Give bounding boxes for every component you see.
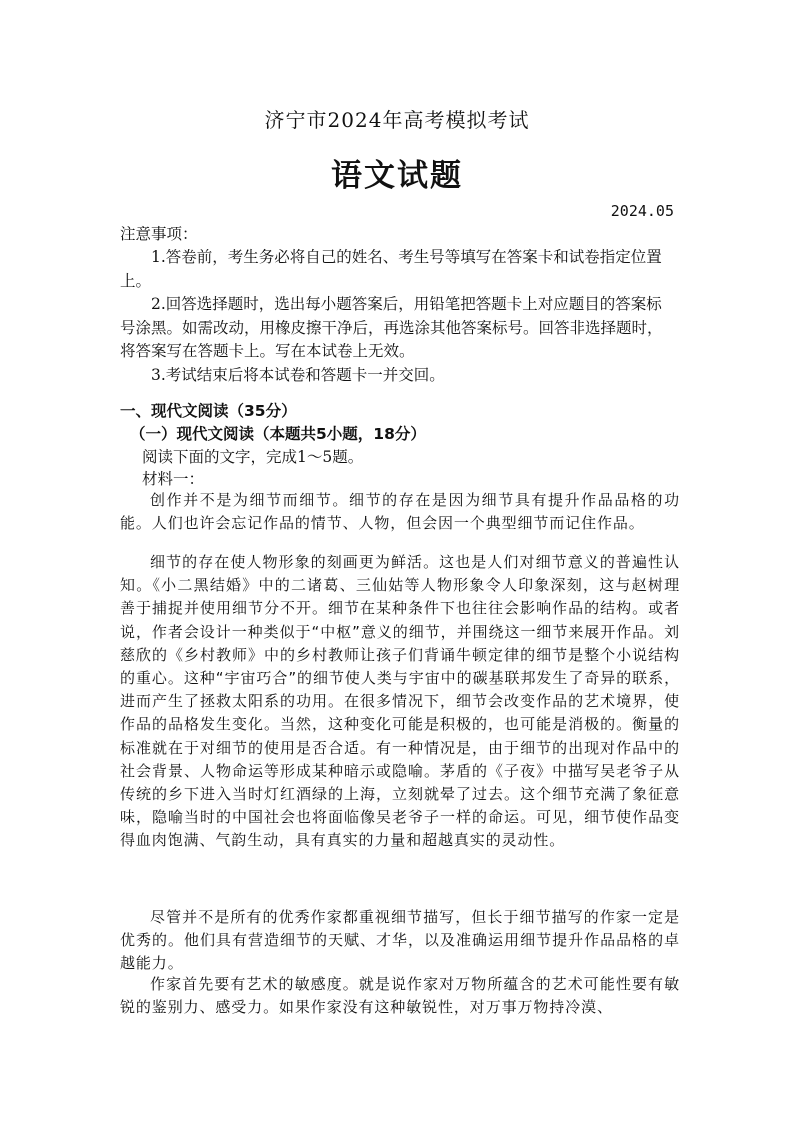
material-label: 材料一： (142, 470, 205, 488)
paragraph-text: 创作并不是为细节而细节。细节的存在是因为细节具有提升作品品格的功能。人们也许会忘记作品的情节、人物，但会因一个典型细节而记住作品。 (120, 491, 680, 533)
subsection-heading: （一）现代文阅读（本题共5小题，18分） (130, 425, 426, 443)
subject-title: 语文试题 (331, 158, 463, 194)
paragraph-text: 细节的存在使人物形象的刻画更为鲜活。这也是人们对细节意义的普遍性认知。《小二黑结婚》中的二诸葛、三仙姑等人物形象令人印象深刻，这与赵树理善于捕捉并使用细节分不开。细节在某种条件下也往往会影响作品的结构。或者说，作者会设计一种类似于“中枢”意义的细节，并围绕这一细节来展开作品。刘慈欣的《乡村教师》中的乡村教师让孩子们背诵牛顿定律的细节是整个小说结构的重心。这种“宇宙巧合”的细节使人类与宇宙中的碳基联邦发生了奇异的联系，进而产生了拯救太阳系的功用。在很多情况下，细节会改变作品的艺术境界，使作品的品格发生变化。当然，这种变化可能是积极的，也可能是消极的。衡量的标准就在于对细节的使用是否合适。有一种情况是，由于细节的出现对作品中的社会背景、人物命运等形成某种暗示或隐喻。茅盾的《子夜》中描写吴老爷子从传统的乡下进入当时灯红酒绿的上海，立刻就晕了过去。这个细节充满了象征意味，隐喻当时的中国社会也将面临像吴老爷子一样的命运。可见，细节使作品变得血肉饱满、气韵生动，具有真实的力量和超越真实的灵动性。 (120, 553, 680, 850)
notes-heading: 注意事项： (120, 225, 198, 243)
passage-paragraph (120, 906, 680, 976)
passage-paragraph (120, 973, 680, 1019)
passage-paragraph (120, 489, 680, 535)
passage-paragraph (120, 551, 680, 853)
note-item: 1.答卷前，考生务必将自己的姓名、考生号等填写在答案卡和试卷指定位置上。 (120, 248, 662, 290)
notes-list (120, 246, 676, 387)
exam-date: 2024.05 (610, 202, 674, 220)
note-item: 3.考试结束后将本试卷和答题卡一并交回。 (151, 365, 445, 384)
paragraph-text: 尽管并不是所有的优秀作家都重视细节描写，但长于细节描写的作家一定是优秀的。他们具有营造细节的天赋、才华，以及准确运用细节提升作品品格的卓越能力。 (120, 908, 680, 973)
note-item: 2.回答选择题时，选出每小题答案后，用铅笔把答题卡上对应题目的答案标号涂黑。如需改动，用橡皮擦干净后，再选涂其他答案标号。回答非选择题时，将答案写在答题卡上。写在本试卷上无效。 (120, 295, 663, 360)
paragraph-text: 作家首先要有艺术的敏感度。就是说作家对万物所蕴含的艺术可能性要有敏锐的鉴别力、感受力。如果作家没有这种敏锐性，对万事万物持冷漠、 (120, 975, 680, 1017)
exam-title: 济宁市2024年高考模拟考试 (264, 108, 530, 132)
section-heading: 一、现代文阅读（35分） (120, 402, 297, 420)
reading-instruction: 阅读下面的文字，完成1～5题。 (142, 448, 364, 466)
